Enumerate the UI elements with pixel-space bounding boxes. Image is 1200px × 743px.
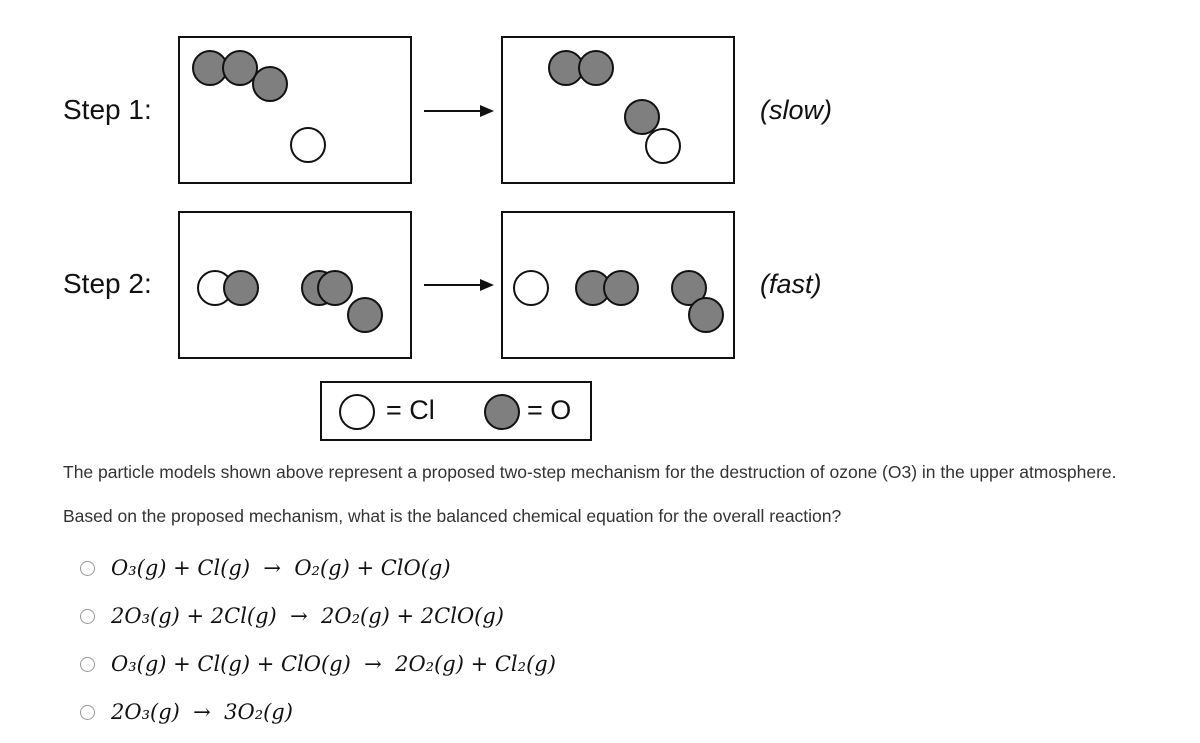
chlorine-atom: [645, 128, 681, 164]
oxygen-legend-icon: [484, 394, 520, 430]
choice-equation: O₃(g) + Cl(g) → O₂(g) + ClO(g): [111, 556, 451, 580]
step-2-rate: (fast): [760, 269, 822, 299]
atom-legend: [320, 381, 592, 441]
choice-equation: O₃(g) + Cl(g) + ClO(g) → 2O₂(g) + Cl₂(g): [111, 652, 556, 676]
chlorine-atom: [290, 127, 326, 163]
reaction-arrow-icon: [424, 278, 494, 292]
oxygen-atom: [603, 270, 639, 306]
chlorine-atom: [513, 270, 549, 306]
answer-choice-3[interactable]: [80, 647, 556, 681]
step-2-reactants-panel: [178, 211, 412, 359]
radio-button[interactable]: [80, 561, 95, 576]
oxygen-legend-label: = O: [527, 395, 572, 425]
radio-button[interactable]: [80, 705, 95, 720]
step-1-products-panel: [501, 36, 735, 184]
answer-choice-2[interactable]: [80, 599, 504, 633]
radio-button[interactable]: [80, 609, 95, 624]
oxygen-atom: [578, 50, 614, 86]
step-2-label: Step 2:: [63, 268, 152, 299]
oxygen-atom: [347, 297, 383, 333]
step-1-label: Step 1:: [63, 94, 152, 125]
oxygen-atom: [252, 66, 288, 102]
chlorine-legend-icon: [339, 394, 375, 430]
oxygen-atom: [223, 270, 259, 306]
step-2-products-panel: [501, 211, 735, 359]
radio-button[interactable]: [80, 657, 95, 672]
step-1-rate: (slow): [760, 95, 832, 125]
oxygen-atom: [688, 297, 724, 333]
choice-equation: 2O₃(g) + 2Cl(g) → 2O₂(g) + 2ClO(g): [111, 604, 505, 628]
choice-equation: 2O₃(g) → 3O₂(g): [111, 700, 293, 724]
question-prompt: Based on the proposed mechanism, what is the balanced chemical equation for the overall reaction?: [63, 506, 842, 526]
oxygen-atom: [317, 270, 353, 306]
answer-choice-1[interactable]: [80, 551, 451, 585]
reaction-arrow-icon: [424, 104, 494, 118]
answer-choice-4[interactable]: [80, 695, 293, 729]
chlorine-legend-label: = Cl: [386, 395, 435, 425]
step-1-reactants-panel: [178, 36, 412, 184]
question-intro: The particle models shown above represent a proposed two-step mechanism for the destruction of ozone (O3) in the upper atmosphere.: [63, 462, 1117, 482]
